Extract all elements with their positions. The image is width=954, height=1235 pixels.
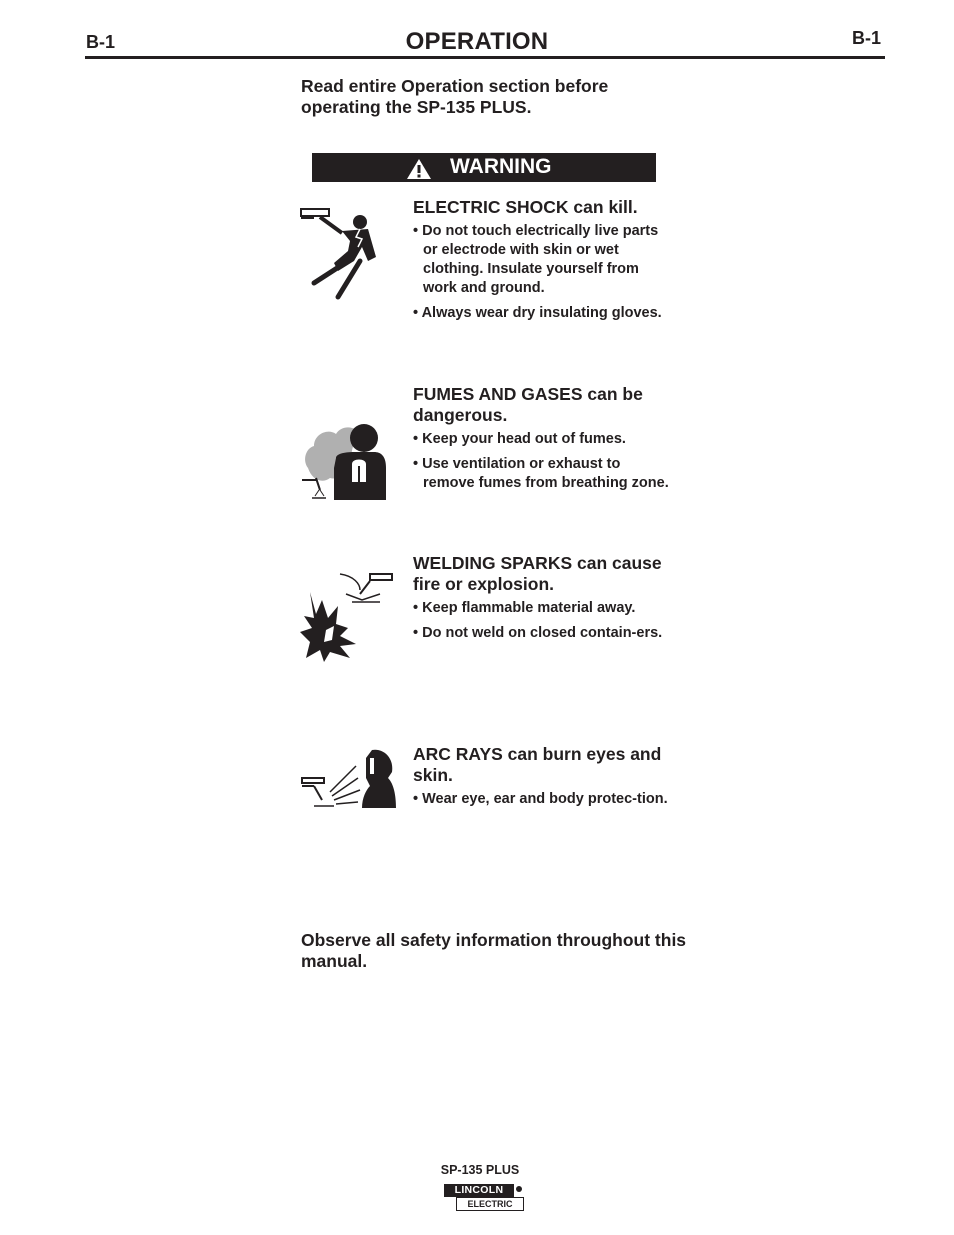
hazard-bullet: • Always wear dry insulating gloves. — [413, 305, 662, 321]
warning-triangle-icon — [406, 158, 432, 180]
page-number-right: B-1 — [852, 28, 882, 48]
hazard-title: FUMES AND GASES can be dangerous. — [413, 384, 643, 425]
warning-banner — [312, 153, 656, 182]
lincoln-electric-logo — [444, 1184, 524, 1212]
hazard-fumes-gases — [413, 384, 673, 499]
warning-label: WARNING — [450, 155, 552, 178]
fumes-gases-icon — [300, 420, 388, 502]
logo-bottom: ELECTRIC — [456, 1197, 524, 1211]
hazard-bullet: • Use ventilation or exhaust to remove fumes from breathing zone. — [413, 456, 669, 491]
hazard-bullet: • Do not touch electrically live parts or electrode with skin or wet clothing. Insulate yourself from work and ground. — [413, 223, 659, 296]
safety-note: Observe all safety information throughout this manual. — [301, 930, 687, 971]
hazard-title: ELECTRIC SHOCK can kill. — [413, 197, 638, 217]
hazard-bullet: • Keep your head out of fumes. — [413, 431, 626, 447]
hazard-bullet: • Wear eye, ear and body protec-tion. — [413, 791, 668, 807]
hazard-bullet: • Do not weld on closed contain-ers. — [413, 625, 663, 641]
header-rule — [85, 56, 885, 59]
hazard-title: WELDING SPARKS can cause fire or explosion. — [413, 553, 662, 594]
logo-top: LINCOLN — [444, 1184, 514, 1197]
electric-shock-icon — [298, 205, 378, 303]
welding-sparks-icon — [300, 572, 396, 662]
hazard-bullet: • Keep flammable material away. — [413, 600, 636, 616]
page-number-left: B-1 — [86, 32, 116, 52]
hazard-welding-sparks — [413, 553, 673, 649]
logo-dot — [516, 1186, 522, 1192]
arc-rays-icon — [300, 748, 398, 810]
page-title: OPERATION — [405, 28, 549, 55]
hazard-electric-shock — [413, 197, 673, 329]
footer-model-name: SP-135 PLUS — [440, 1163, 520, 1177]
intro-text: Read entire Operation section before operating the SP-135 PLUS. — [301, 76, 609, 117]
hazard-arc-rays — [413, 744, 673, 815]
hazard-title: ARC RAYS can burn eyes and skin. — [413, 744, 662, 785]
